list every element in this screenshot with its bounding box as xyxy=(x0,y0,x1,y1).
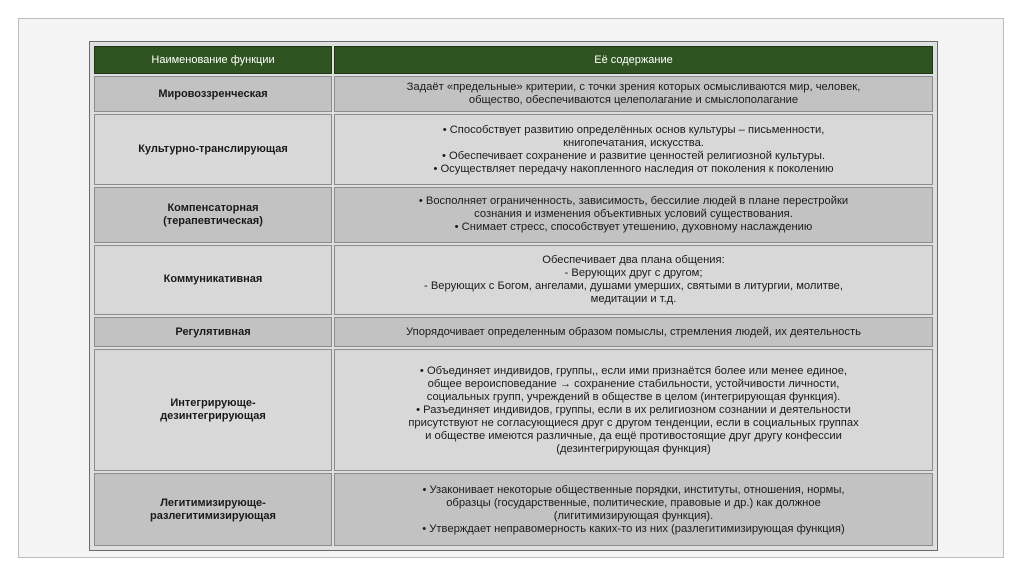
function-content-cell xyxy=(334,245,933,316)
function-content-cell xyxy=(334,317,933,347)
table-row xyxy=(94,317,933,347)
functions-table-wrapper xyxy=(89,41,938,551)
religion-functions-table xyxy=(92,44,935,548)
content-line: • Узаконивает некоторые общественные порядки, институты, отношения, нормы, xyxy=(422,483,845,496)
function-name-cell xyxy=(94,317,332,347)
content-line: Упорядочивает определенным образом помыслы, стремления людей, их деятельность xyxy=(406,325,861,338)
function-name-cell xyxy=(94,473,332,546)
table-row xyxy=(94,473,933,546)
content-line: книгопечатания, искусства. xyxy=(563,136,704,149)
content-line: общее вероисповедание → сохранение стабильности, устойчивости личности, xyxy=(427,377,840,390)
table-row xyxy=(94,76,933,112)
content-line: и обществе имеются различные, да ещё противостоящие друг другу конфессии xyxy=(425,429,842,442)
function-name-cell xyxy=(94,76,332,112)
content-line: (дезинтегрирующая функция) xyxy=(556,442,711,455)
function-name-cell xyxy=(94,187,332,243)
table-row xyxy=(94,187,933,243)
content-line: Задаёт «предельные» критерии, с точки зрения которых осмысливаются мир, человек, xyxy=(406,81,861,94)
content-line: • Объединяет индивидов, группы,, если ими признаётся более или менее единое, xyxy=(419,364,848,377)
content-line: • Снимает стресс, способствует утешению, духовному наслаждению xyxy=(454,221,813,234)
content-line: • Утверждает неправомерность каких-то из них (разлегитимизирующая функция) xyxy=(422,522,845,535)
content-line: • Разъединяет индивидов, группы, если в их религиозном сознании и деятельности xyxy=(416,403,851,416)
content-line: присутствуют не согласующиеся друг с другом тенденции, если в социальных группах xyxy=(408,416,859,429)
content-line: сознания и изменения объективных условий существования. xyxy=(474,208,793,221)
function-name-line: дезинтегрирующая xyxy=(160,410,266,423)
function-name-line: Интегрирующе- xyxy=(170,397,256,410)
function-name-line: (терапевтическая) xyxy=(163,214,263,227)
function-content-cell xyxy=(334,349,933,471)
content-line: Обеспечивает два плана общения: xyxy=(542,253,725,266)
function-content-cell xyxy=(334,114,933,185)
header-function-name: Наименование функции xyxy=(94,46,332,74)
function-content-cell xyxy=(334,76,933,112)
function-name-cell xyxy=(94,349,332,471)
function-name-line: разлегитимизирующая xyxy=(150,509,276,522)
table-row xyxy=(94,114,933,185)
content-line: общество, обеспечиваются целеполагание и смыслополагание xyxy=(468,94,799,107)
function-name-line: Легитимизирующе- xyxy=(160,496,266,509)
table-header-row xyxy=(94,46,933,74)
content-line: • Восполняет ограниченность, зависимость, бессилие людей в плане перестройки xyxy=(418,195,849,208)
header-function-content: Её содержание xyxy=(334,46,933,74)
table-row xyxy=(94,349,933,471)
function-name-cell xyxy=(94,114,332,185)
function-name-line: Компенсаторная xyxy=(167,201,259,214)
content-line: - Верующих друг с другом; xyxy=(564,266,703,279)
table-row xyxy=(94,245,933,316)
content-line: • Обеспечивает сохранение и развитие ценностей религиозной культуры. xyxy=(442,149,825,162)
function-content-cell xyxy=(334,187,933,243)
content-line: • Осуществляет передачу накопленного наследия от поколения к поколению xyxy=(433,162,834,175)
content-line: медитации и т.д. xyxy=(590,292,677,305)
function-content-cell xyxy=(334,473,933,546)
function-name-line: Коммуникативная xyxy=(163,273,263,286)
slide-frame xyxy=(18,18,1004,558)
content-line: социальных групп, учреждений в обществе в целом (интегрирующая функция). xyxy=(426,390,841,403)
function-name-line: Культурно-транслирующая xyxy=(138,143,288,156)
content-line: образцы (государственные, политические, правовые и др.) как должное xyxy=(446,496,821,509)
content-line: (лигитимизирующая функция). xyxy=(553,509,714,522)
function-name-cell xyxy=(94,245,332,316)
function-name-line: Мировоззренческая xyxy=(158,87,268,100)
function-name-line: Регулятивная xyxy=(175,325,251,338)
content-line: • Способствует развитию определённых основ культуры – письменности, xyxy=(442,123,825,136)
content-line: - Верующих с Богом, ангелами, душами умерших, святыми в литургии, молитве, xyxy=(424,279,843,292)
